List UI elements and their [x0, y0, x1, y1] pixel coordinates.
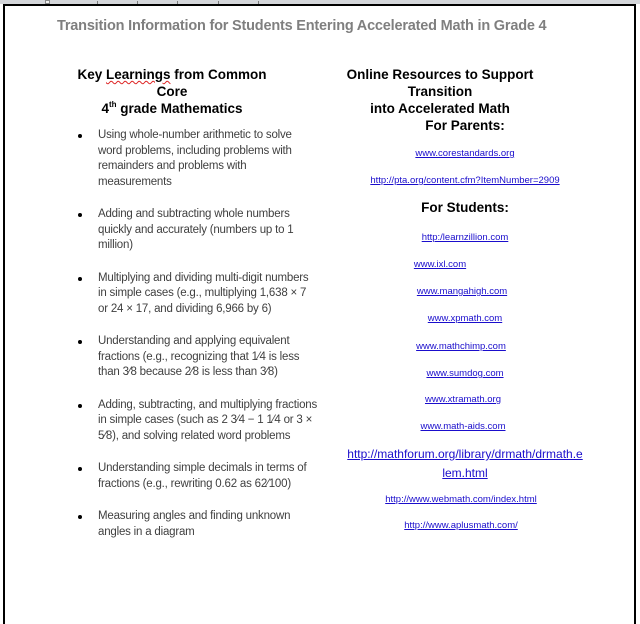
list-item-text: Understanding and applying equivalent fractions (e.g., recognizing that 1⁄4 is less than 3⁄8 because 2⁄8 is less than 3⁄8): [98, 335, 300, 378]
list-item-text: Adding and subtracting whole numbers quickly and accurately (numbers up to 1 million): [98, 208, 294, 251]
bullet-icon: [78, 340, 82, 344]
list-item-text: Understanding simple decimals in terms of fractions (e.g., rewriting 0.62 as 62⁄100): [98, 462, 307, 490]
link-pta[interactable]: http://pta.org/content.cfm?ItemNumber=2909: [370, 175, 560, 186]
link-webmath[interactable]: http://www.webmath.com/index.html: [385, 494, 537, 505]
list-item: [78, 461, 318, 492]
bullet-icon: [78, 515, 82, 519]
link-mathforum[interactable]: http://mathforum.org/library/drmath/drmath.e: [347, 447, 583, 461]
list-item: [78, 271, 318, 318]
for-students-heading: For Students:: [421, 200, 509, 215]
link-sumdog[interactable]: www.sumdog.com: [426, 368, 504, 379]
heading-text: into Accelerated Math: [370, 101, 510, 116]
link-mathforum-cont[interactable]: lem.html: [442, 466, 488, 480]
heading-text: Online Resources to Support Transition: [346, 67, 534, 99]
superscript: th: [108, 100, 117, 109]
link-xtramath[interactable]: www.xtramath.org: [424, 394, 502, 405]
list-item: [78, 128, 318, 190]
link-mathchimp[interactable]: www.mathchimp.com: [416, 341, 506, 352]
list-item: [78, 509, 318, 540]
list-item-text: Adding, subtracting, and multiplying fractions in simple cases (such as 2 3⁄4 − 1 1⁄4 or 3 × 5⁄8), and solving related word problems: [98, 398, 318, 442]
link-xpmath[interactable]: www.xpmath.com: [427, 313, 503, 324]
link-math-aids[interactable]: www.math-aids.com: [420, 421, 506, 432]
bullet-icon: [78, 277, 82, 281]
list-item: [78, 207, 318, 254]
heading-text: Key: [77, 67, 106, 82]
online-resources-heading: [320, 66, 560, 117]
link-learnzillion[interactable]: http:/learnzillion.com: [421, 232, 509, 243]
heading-text: grade Mathematics: [116, 101, 243, 116]
document-title: Transition Information for Students Entering Accelerated Math in Grade 4: [57, 18, 547, 34]
link-corestandards[interactable]: www.corestandards.org: [415, 148, 515, 159]
heading-text: 4: [101, 101, 109, 116]
bullet-icon: [78, 404, 82, 408]
key-learnings-heading: [62, 66, 282, 117]
bullet-icon: [78, 134, 82, 138]
list-item: [78, 334, 318, 381]
list-item-text: Measuring angles and finding unknown angles in a diagram: [98, 510, 291, 538]
key-learnings-list: [78, 128, 318, 557]
misspelled-word[interactable]: Learnings: [106, 67, 171, 82]
link-mangahigh[interactable]: www.mangahigh.com: [416, 286, 508, 297]
bullet-icon: [78, 213, 82, 217]
link-aplusmath[interactable]: http://www.aplusmath.com/: [404, 520, 518, 531]
bullet-icon: [78, 467, 82, 471]
list-item: [78, 398, 318, 445]
list-item-text: Using whole-number arithmetic to solve word problems, including problems with remainders and problems with measurements: [98, 129, 292, 188]
list-item-text: Multiplying and dividing multi-digit numbers in simple cases (e.g., multiplying 1,638 × 7 or 24 × 17, and dividing 6,966 by 6): [98, 271, 309, 315]
heading-text: from Common Core: [156, 67, 267, 99]
for-parents-heading: For Parents:: [425, 118, 505, 133]
link-ixl[interactable]: www.ixl.com: [413, 259, 467, 270]
